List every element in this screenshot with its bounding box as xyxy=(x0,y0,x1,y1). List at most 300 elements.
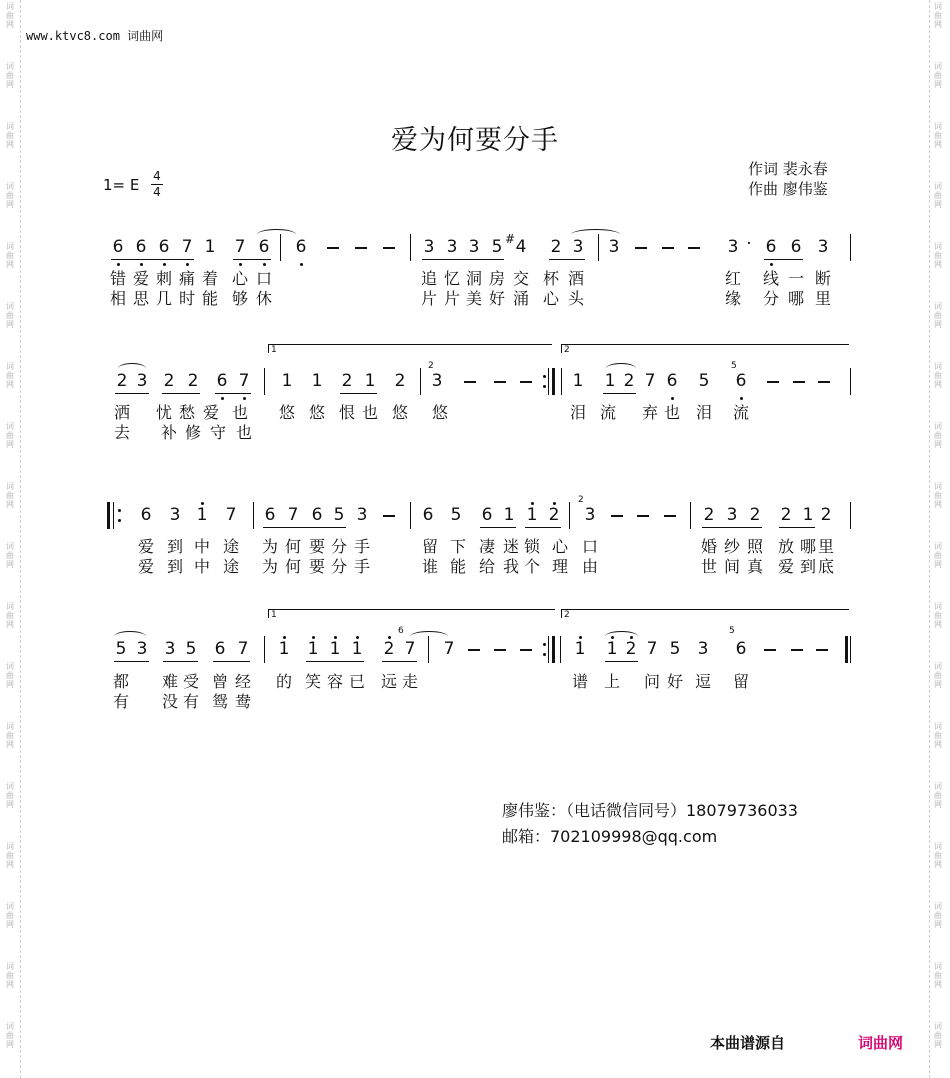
note: 3 xyxy=(164,639,176,659)
composer-credit: 作曲 廖伟鉴 xyxy=(748,180,828,198)
watermark-mark: 词 曲 网 xyxy=(6,722,14,749)
volta-bracket xyxy=(561,609,849,618)
rest-dash xyxy=(520,381,532,383)
note: 6 xyxy=(295,237,307,257)
lyric-verse-2: 涌 xyxy=(512,289,529,308)
note: 5 xyxy=(491,237,503,257)
lyric-verse-1: 何 xyxy=(284,537,301,556)
note: 6 xyxy=(311,505,323,525)
lyric-verse-2: 分 xyxy=(762,289,779,308)
watermark-mark: 词 曲 网 xyxy=(934,422,942,449)
lyric-verse-2: 中 xyxy=(193,557,210,576)
rest-dash xyxy=(327,247,339,249)
lyric-verse-2: 分 xyxy=(330,557,347,576)
watermark-mark: 词 曲 网 xyxy=(6,782,14,809)
lyric-verse-1: 经 xyxy=(234,672,251,691)
volta-label: 1 xyxy=(271,610,277,620)
lyric-verse-2: 没 xyxy=(161,692,178,711)
note: 7 xyxy=(644,371,656,391)
rest-dash xyxy=(611,515,623,517)
octave-dot-low xyxy=(671,397,674,400)
note: 1 xyxy=(278,639,290,659)
note: 3 xyxy=(572,237,584,257)
lyric-verse-2: 能 xyxy=(201,289,218,308)
volta-bracket xyxy=(561,344,849,353)
watermark-mark: 词 曲 网 xyxy=(934,122,942,149)
tie-arc xyxy=(114,631,146,642)
note: 6 xyxy=(765,237,777,257)
lyric-verse-2: 爱 xyxy=(777,557,794,576)
lyric-verse-1: 下 xyxy=(449,537,466,556)
octave-dot-low xyxy=(770,263,773,266)
note: 5 xyxy=(669,639,681,659)
lyricist-credit: 作词 裴永春 xyxy=(748,160,828,178)
lyric-verse-2: 我 xyxy=(502,557,519,576)
note: 1 xyxy=(307,639,319,659)
lyric-verse-2: 底 xyxy=(817,557,834,576)
lyric-verse-2: 心 xyxy=(542,289,559,308)
rest-dash xyxy=(468,649,480,651)
lyric-verse-2: 缘 xyxy=(724,289,741,308)
time-sig-top: 4 xyxy=(153,169,161,183)
contact-phone: 廖伟鉴：（电话微信同号）18079736033 xyxy=(502,801,798,820)
lyric-verse-1: 口 xyxy=(581,537,598,556)
beam xyxy=(163,661,198,662)
note: 1 xyxy=(351,639,363,659)
note: 7 xyxy=(287,505,299,525)
octave-dot-high xyxy=(388,636,391,639)
bar-line xyxy=(560,636,561,663)
lyric-verse-1: 为 xyxy=(261,537,278,556)
lyric-verse-1: 曾 xyxy=(211,672,228,691)
dot-augment: · xyxy=(746,234,752,254)
lyric-verse-1: 到 xyxy=(166,537,183,556)
repeat-bar-thin xyxy=(548,636,549,663)
watermark-mark: 词 曲 网 xyxy=(934,302,942,329)
rest-dash xyxy=(791,649,803,651)
lyric-verse-2: 相 xyxy=(109,289,126,308)
watermark-mark: 词 曲 网 xyxy=(6,122,14,149)
note: 2 xyxy=(625,639,637,659)
watermark-mark: 词 曲 网 xyxy=(6,2,14,29)
note: 6 xyxy=(158,237,170,257)
lyric-verse-2: 有 xyxy=(182,692,199,711)
lyric-verse-1: 留 xyxy=(421,537,438,556)
note: 5 xyxy=(698,371,710,391)
watermark-mark: 词 曲 网 xyxy=(934,1022,942,1049)
bar-line xyxy=(850,636,851,663)
octave-dot-high xyxy=(531,502,534,505)
lyric-verse-2: 间 xyxy=(723,557,740,576)
lyric-verse-1: 也 xyxy=(663,403,680,422)
lyric-verse-1: 口 xyxy=(255,269,272,288)
lyric-verse-1: 断 xyxy=(814,269,831,288)
watermark-mark: 词 曲 网 xyxy=(934,662,942,689)
lyric-verse-1: 纱 xyxy=(723,537,740,556)
lyric-verse-2: 鸳 xyxy=(211,692,228,711)
octave-dot-high xyxy=(334,636,337,639)
repeat-bar-thick xyxy=(107,502,110,529)
lyric-verse-1: 交 xyxy=(512,269,529,288)
beam xyxy=(764,259,803,260)
lyric-verse-1: 流 xyxy=(732,403,749,422)
beam xyxy=(480,527,516,528)
lyric-verse-2: 真 xyxy=(746,557,763,576)
bar-line xyxy=(569,502,570,529)
lyric-verse-1: 心 xyxy=(231,269,248,288)
beam xyxy=(115,393,149,394)
bar-line xyxy=(690,502,691,529)
volta-label: 1 xyxy=(271,345,277,355)
note: 4 xyxy=(515,237,527,257)
note: 2 xyxy=(623,371,635,391)
guide-line xyxy=(929,0,930,1078)
lyric-verse-1: 爱 xyxy=(137,537,154,556)
note: 3 xyxy=(169,505,181,525)
note: 7 xyxy=(225,505,237,525)
note: 2 xyxy=(550,237,562,257)
note: 2 xyxy=(187,371,199,391)
note: 6 xyxy=(735,639,747,659)
note: 3 xyxy=(423,237,435,257)
bar-line xyxy=(253,502,254,529)
rest-dash xyxy=(818,381,830,383)
note: 2 xyxy=(548,505,560,525)
lyric-verse-1: 锁 xyxy=(523,537,540,556)
lyric-verse-2: 思 xyxy=(132,289,149,308)
tie-arc xyxy=(605,631,638,642)
lyric-verse-2: 守 xyxy=(209,423,226,442)
bar-line xyxy=(264,368,265,395)
lyric-verse-1: 手 xyxy=(353,537,370,556)
beam xyxy=(525,527,561,528)
note: 2 xyxy=(383,639,395,659)
key-signature: 1= E xyxy=(103,176,140,194)
rest-dash xyxy=(635,247,647,249)
octave-dot-high xyxy=(312,636,315,639)
lyric-verse-1: 也 xyxy=(231,403,248,422)
watermark-mark: 词 曲 网 xyxy=(934,962,942,989)
beam xyxy=(382,661,417,662)
lyric-verse-2: 有 xyxy=(112,692,129,711)
note: 1 xyxy=(503,505,515,525)
watermark-mark: 词 曲 网 xyxy=(6,302,14,329)
bar-line xyxy=(850,234,851,261)
watermark-mark: 词 曲 网 xyxy=(934,842,942,869)
lyric-verse-1: 悠 xyxy=(391,403,408,422)
lyric-verse-1: 洞 xyxy=(465,269,482,288)
lyric-verse-2: 修 xyxy=(184,423,201,442)
beam xyxy=(306,661,364,662)
contact-email: 邮箱：702109998@qq.com xyxy=(502,827,718,846)
rest-dash xyxy=(464,381,476,383)
lyric-verse-1: 受 xyxy=(182,672,199,691)
lyric-verse-2: 休 xyxy=(255,289,272,308)
lyric-verse-2: 为 xyxy=(261,557,278,576)
bar-line xyxy=(850,368,851,395)
lyric-verse-2: 里 xyxy=(814,289,831,308)
volta-bracket xyxy=(268,344,552,353)
rest-dash xyxy=(383,515,395,517)
beam xyxy=(340,393,377,394)
repeat-dot xyxy=(543,385,546,388)
lyric-verse-1: 也 xyxy=(361,403,378,422)
note: 3 xyxy=(608,237,620,257)
octave-dot-low xyxy=(263,263,266,266)
lyric-verse-1: 一 xyxy=(787,269,804,288)
watermark-mark: 词 曲 网 xyxy=(6,962,14,989)
lyric-verse-1: 的 xyxy=(275,672,292,691)
note: 3 xyxy=(431,371,443,391)
octave-dot-low xyxy=(163,263,166,266)
note: 3 xyxy=(356,505,368,525)
lyric-verse-1: 放 xyxy=(777,537,794,556)
watermark-column-left xyxy=(0,0,22,1078)
bar-line xyxy=(850,502,851,529)
repeat-bar-thin xyxy=(548,368,549,395)
watermark-mark: 词 曲 网 xyxy=(934,602,942,629)
note: 3 xyxy=(697,639,709,659)
lyric-verse-2: 何 xyxy=(284,557,301,576)
lyric-verse-1: 婚 xyxy=(700,537,717,556)
note: 1 xyxy=(204,237,216,257)
lyric-verse-1: 洒 xyxy=(113,403,130,422)
note: 6 xyxy=(481,505,493,525)
watermark-mark: 词 曲 网 xyxy=(934,2,942,29)
sharp-sign: # xyxy=(505,232,516,246)
bar-line xyxy=(420,368,421,395)
note: 1 xyxy=(574,639,586,659)
tie-arc xyxy=(571,229,620,240)
watermark-mark: 词 曲 网 xyxy=(934,782,942,809)
lyric-verse-1: 容 xyxy=(326,672,343,691)
watermark-mark: 词 曲 网 xyxy=(6,902,14,929)
lyric-verse-1: 追 xyxy=(420,269,437,288)
note: 2 xyxy=(394,371,406,391)
lyric-verse-1: 已 xyxy=(348,672,365,691)
note: 6 xyxy=(214,639,226,659)
octave-dot-low xyxy=(117,263,120,266)
note: 7 xyxy=(234,237,246,257)
note: 1 xyxy=(526,505,538,525)
note: 5 xyxy=(185,639,197,659)
lyric-verse-2: 够 xyxy=(231,289,248,308)
note: 2 xyxy=(163,371,175,391)
watermark-mark: 词 曲 网 xyxy=(6,182,14,209)
grace-note: 6 xyxy=(398,626,404,636)
beam xyxy=(549,259,585,260)
repeat-bar-thick xyxy=(552,368,555,395)
rest-dash xyxy=(355,247,367,249)
watermark-mark: 词 曲 网 xyxy=(934,242,942,269)
rest-dash xyxy=(494,381,506,383)
lyric-verse-1: 房 xyxy=(488,269,505,288)
lyric-verse-1: 难 xyxy=(161,672,178,691)
footer-source: 本曲谱源自 xyxy=(710,1034,786,1052)
note: 6 xyxy=(666,371,678,391)
bar-line xyxy=(410,234,411,261)
watermark-mark: 词 曲 网 xyxy=(6,542,14,569)
note: 5 xyxy=(115,639,127,659)
octave-dot-low xyxy=(300,263,303,266)
lyric-verse-1: 红 xyxy=(724,269,741,288)
lyric-verse-1: 泪 xyxy=(569,403,586,422)
note: 6 xyxy=(735,371,747,391)
watermark-column-right xyxy=(928,0,950,1078)
lyric-verse-2: 时 xyxy=(178,289,195,308)
lyric-verse-2: 也 xyxy=(235,423,252,442)
beam xyxy=(779,527,815,528)
note: 5 xyxy=(450,505,462,525)
lyric-verse-1: 迷 xyxy=(502,537,519,556)
octave-dot-low xyxy=(239,263,242,266)
watermark-mark: 词 曲 网 xyxy=(934,482,942,509)
watermark-mark: 词 曲 网 xyxy=(6,422,14,449)
lyric-verse-1: 弃 xyxy=(641,403,658,422)
note: 6 xyxy=(140,505,152,525)
lyric-verse-2: 好 xyxy=(488,289,505,308)
lyric-verse-1: 问 xyxy=(643,672,660,691)
lyric-verse-2: 补 xyxy=(160,423,177,442)
octave-dot-low xyxy=(740,397,743,400)
volta-bracket xyxy=(268,609,555,618)
note: 1 xyxy=(281,371,293,391)
lyric-verse-1: 杯 xyxy=(542,269,559,288)
note: 2 xyxy=(780,505,792,525)
lyric-verse-2: 到 xyxy=(166,557,183,576)
note: 3 xyxy=(817,237,829,257)
bar-line xyxy=(410,502,411,529)
lyric-verse-1: 悠 xyxy=(278,403,295,422)
repeat-dot xyxy=(543,375,546,378)
lyric-verse-2: 鸯 xyxy=(234,692,251,711)
note: 2 xyxy=(116,371,128,391)
time-sig-bottom: 4 xyxy=(153,185,161,199)
beam xyxy=(114,661,149,662)
lyric-verse-2: 哪 xyxy=(787,289,804,308)
note: 1 xyxy=(364,371,376,391)
note: 2 xyxy=(749,505,761,525)
lyric-verse-1: 途 xyxy=(222,537,239,556)
note: 5 xyxy=(333,505,345,525)
octave-dot-low xyxy=(140,263,143,266)
site-watermark: www.ktvc8.com 词曲网 xyxy=(26,29,164,43)
lyric-verse-2: 要 xyxy=(308,557,325,576)
lyric-verse-1: 悠 xyxy=(308,403,325,422)
note: 6 xyxy=(264,505,276,525)
lyric-verse-2: 手 xyxy=(353,557,370,576)
octave-dot-low xyxy=(186,263,189,266)
lyric-verse-2: 理 xyxy=(551,557,568,576)
lyric-verse-2: 美 xyxy=(465,289,482,308)
note: 3 xyxy=(584,505,596,525)
lyric-verse-1: 流 xyxy=(599,403,616,422)
lyric-verse-1: 远 xyxy=(380,672,397,691)
repeat-dot xyxy=(543,643,546,646)
repeat-dot xyxy=(118,509,121,512)
lyric-verse-1: 刺 xyxy=(155,269,172,288)
lyric-verse-1: 留 xyxy=(732,672,749,691)
tie-arc xyxy=(606,363,636,374)
octave-dot-high xyxy=(553,502,556,505)
note: 3 xyxy=(727,237,739,257)
lyric-verse-1: 爱 xyxy=(132,269,149,288)
note: 7 xyxy=(238,371,250,391)
note: 3 xyxy=(136,639,148,659)
note: 3 xyxy=(136,371,148,391)
lyric-verse-2: 途 xyxy=(222,557,239,576)
lyric-verse-2: 能 xyxy=(449,557,466,576)
lyric-verse-1: 好 xyxy=(666,672,683,691)
octave-dot-low xyxy=(221,397,224,400)
note: 7 xyxy=(404,639,416,659)
watermark-mark: 词 曲 网 xyxy=(934,722,942,749)
watermark-mark: 词 曲 网 xyxy=(6,662,14,689)
note: 2 xyxy=(820,505,832,525)
rest-dash xyxy=(662,247,674,249)
bar-line xyxy=(280,234,281,261)
repeat-bar-thick xyxy=(552,636,555,663)
lyric-verse-1: 忧 xyxy=(155,403,172,422)
watermark-mark: 词 曲 网 xyxy=(6,602,14,629)
lyric-verse-2: 由 xyxy=(581,557,598,576)
lyric-verse-1: 心 xyxy=(551,537,568,556)
octave-dot-high xyxy=(201,502,204,505)
note: 1 xyxy=(572,371,584,391)
lyric-verse-2: 个 xyxy=(523,557,540,576)
watermark-mark: 词 曲 网 xyxy=(934,902,942,929)
lyric-verse-1: 哪 xyxy=(799,537,816,556)
lyric-verse-1: 分 xyxy=(330,537,347,556)
note: 7 xyxy=(646,639,658,659)
octave-dot-low xyxy=(243,397,246,400)
final-bar xyxy=(845,636,848,663)
lyric-verse-1: 悠 xyxy=(431,403,448,422)
lyric-verse-1: 爱 xyxy=(202,403,219,422)
lyric-verse-2: 几 xyxy=(155,289,172,308)
beam xyxy=(702,527,762,528)
bar-line xyxy=(561,368,562,395)
watermark-mark: 词 曲 网 xyxy=(6,482,14,509)
lyric-verse-2: 片 xyxy=(420,289,437,308)
repeat-dot xyxy=(118,519,121,522)
note: 6 xyxy=(258,237,270,257)
octave-dot-high xyxy=(283,636,286,639)
lyric-verse-2: 片 xyxy=(443,289,460,308)
beam xyxy=(263,527,346,528)
rest-dash xyxy=(764,649,776,651)
beam xyxy=(605,661,638,662)
note: 6 xyxy=(112,237,124,257)
volta-label: 2 xyxy=(564,610,570,620)
note: 7 xyxy=(237,639,249,659)
beam xyxy=(603,393,636,394)
note: 1 xyxy=(329,639,341,659)
watermark-mark: 词 曲 网 xyxy=(6,362,14,389)
lyric-verse-2: 头 xyxy=(567,289,584,308)
rest-dash xyxy=(664,515,676,517)
tie-arc xyxy=(118,363,146,374)
lyric-verse-1: 笑 xyxy=(304,672,321,691)
lyric-verse-1: 都 xyxy=(112,672,129,691)
lyric-verse-1: 要 xyxy=(308,537,325,556)
lyric-verse-2: 去 xyxy=(113,423,130,442)
lyric-verse-1: 愁 xyxy=(178,403,195,422)
lyric-verse-1: 走 xyxy=(401,672,418,691)
note: 2 xyxy=(341,371,353,391)
beam xyxy=(213,661,250,662)
beam xyxy=(233,259,271,260)
